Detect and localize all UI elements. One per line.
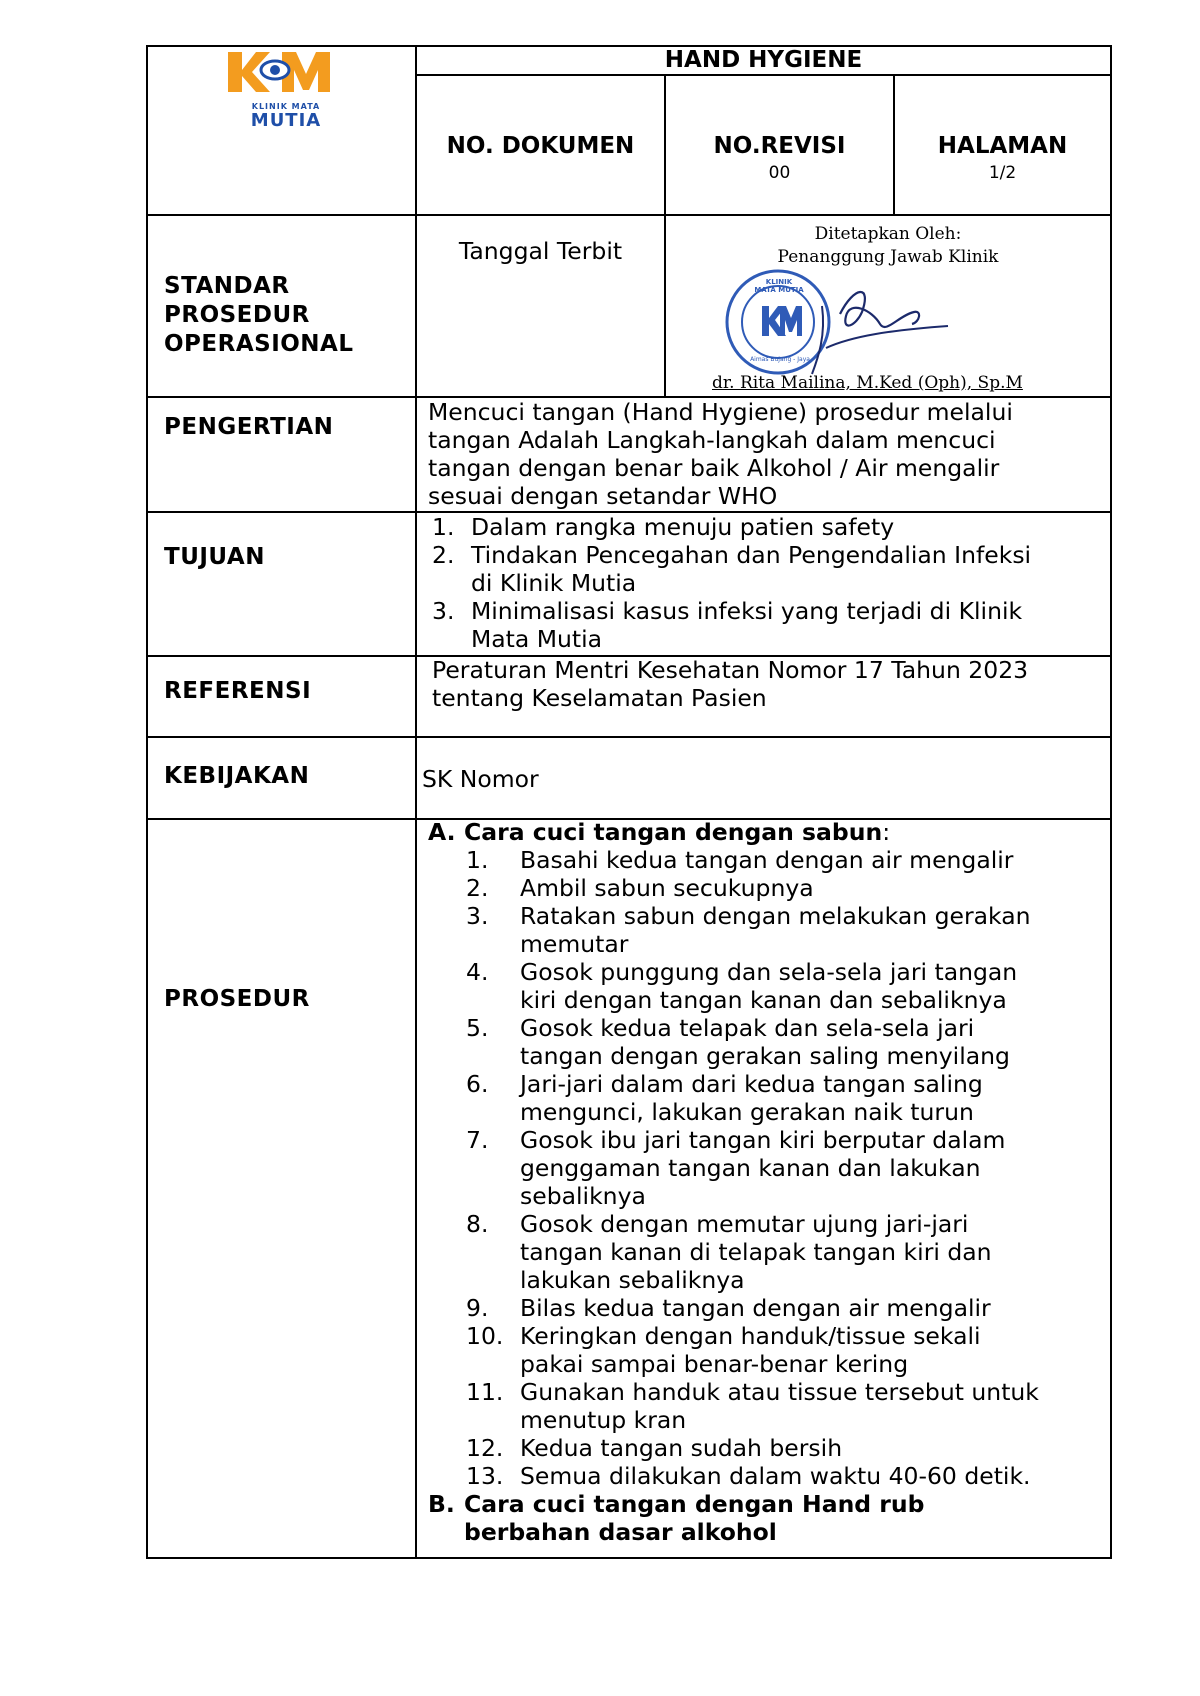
logo-name: MUTIA xyxy=(250,110,322,131)
prosedur-step-line: lakukan sebaliknya xyxy=(520,1266,745,1294)
no-dokumen-label: NO. DOKUMEN xyxy=(446,133,635,159)
prosedur-step-line: Bilas kedua tangan dengan air mengalir xyxy=(520,1294,991,1322)
prosedur-step-number: 10. xyxy=(466,1322,504,1350)
kebijakan-label: KEBIJAKAN xyxy=(164,763,310,789)
prosedur-step-line: Jari-jari dalam dari kedua tangan saling xyxy=(520,1070,983,1098)
approval-block xyxy=(666,216,1110,396)
tujuan-item xyxy=(432,597,1104,653)
section-b-letter: B. xyxy=(428,1490,455,1518)
sop-label-line2: PROSEDUR xyxy=(164,302,310,328)
section-a-title: Cara cuci tangan dengan sabun xyxy=(464,818,883,846)
table-border-left xyxy=(146,45,148,1559)
tujuan-label: TUJUAN xyxy=(164,544,265,570)
pengertian-text xyxy=(428,398,1108,510)
prosedur-step-number: 12. xyxy=(466,1434,504,1462)
ditetapkan-text: Ditetapkan Oleh: xyxy=(814,224,962,244)
section-b-line: berbahan dasar alkohol xyxy=(464,1518,777,1546)
tujuan-item-line: Mata Mutia xyxy=(471,625,603,653)
tujuan-item-line: Minimalisasi kasus infeksi yang terjadi di Klinik xyxy=(471,597,1023,625)
table-line-label-column xyxy=(415,45,417,1559)
stamp-bottom-text: Aimas Bujang - Jaya xyxy=(750,356,810,363)
pengertian-line: Mencuci tangan (Hand Hygiene) prosedur melalui xyxy=(428,398,1013,426)
prosedur-step-line: Semua dilakukan dalam waktu 40-60 detik. xyxy=(520,1462,1031,1490)
prosedur-step-number: 8. xyxy=(466,1210,489,1238)
prosedur-step-line: tangan dengan gerakan saling menyilang xyxy=(520,1042,1010,1070)
table-line-title-bottom xyxy=(416,74,1112,76)
prosedur-step-number: 4. xyxy=(466,958,489,986)
prosedur-step-number: 1. xyxy=(466,846,489,874)
prosedur-step-line: sebaliknya xyxy=(520,1182,646,1210)
tanggal-terbit-label: Tanggal Terbit xyxy=(458,237,623,265)
document-title: HAND HYGIENE xyxy=(664,47,863,73)
section-b-line: Cara cuci tangan dengan Hand rub xyxy=(464,1490,925,1518)
referensi-line: tentang Keselamatan Pasien xyxy=(432,684,767,712)
prosedur-step xyxy=(466,958,1104,1014)
prosedur-step-line: kiri dengan tangan kanan dan sebaliknya xyxy=(520,986,1007,1014)
pengertian-line: tangan Adalah Langkah-langkah dalam mencuci xyxy=(428,426,996,454)
referensi-text xyxy=(432,656,1108,712)
prosedur-step-line: pakai sampai benar-benar kering xyxy=(520,1350,909,1378)
section-a-colon: : xyxy=(882,818,891,846)
prosedur-step-line: mengunci, lakukan gerakan naik turun xyxy=(520,1098,974,1126)
pengertian-line: sesuai dengan setandar WHO xyxy=(428,482,778,510)
prosedur-step xyxy=(466,1462,1104,1490)
prosedur-step-line: Kedua tangan sudah bersih xyxy=(520,1434,843,1462)
prosedur-step xyxy=(466,1434,1104,1462)
prosedur-step-line: Gosok ibu jari tangan kiri berputar dalam xyxy=(520,1126,1006,1154)
penanggung-jawab-text: Penanggung Jawab Klinik xyxy=(777,247,999,267)
prosedur-step-number: 2. xyxy=(466,874,489,902)
section-b-heading xyxy=(428,1490,1104,1546)
tujuan-list xyxy=(432,513,1104,653)
prosedur-steps xyxy=(466,846,1104,1490)
halaman-label: HALAMAN xyxy=(937,133,1068,159)
pengertian-line: tangan dengan benar baik Alkohol / Air mengalir xyxy=(428,454,1000,482)
tujuan-item xyxy=(432,513,1104,541)
prosedur-step-number: 6. xyxy=(466,1070,489,1098)
prosedur-step-number: 3. xyxy=(466,902,489,930)
halaman-value: 1/2 xyxy=(988,163,1017,183)
prosedur-step xyxy=(466,1126,1104,1210)
tujuan-item-line: di Klinik Mutia xyxy=(471,569,637,597)
prosedur-step-line: Ratakan sabun dengan melakukan gerakan xyxy=(520,902,1031,930)
prosedur-step-line: memutar xyxy=(520,930,629,958)
no-revisi-label: NO.REVISI xyxy=(713,133,846,159)
prosedur-step xyxy=(466,1210,1104,1294)
prosedur-step-line: Keringkan dengan handuk/tissue sekali xyxy=(520,1322,981,1350)
pengertian-label: PENGERTIAN xyxy=(164,414,334,440)
prosedur-step-line: Gosok dengan memutar ujung jari-jari xyxy=(520,1210,969,1238)
stamp-text: KLINIK MATA MUTIA xyxy=(754,278,804,294)
prosedur-step-number: 11. xyxy=(466,1378,504,1406)
prosedur-label: PROSEDUR xyxy=(164,986,310,1012)
kebijakan-text: SK Nomor xyxy=(422,765,539,793)
prosedur-step-number: 5. xyxy=(466,1014,489,1042)
referensi-line: Peraturan Mentri Kesehatan Nomor 17 Tahun 2023 xyxy=(432,656,1029,684)
prosedur-step xyxy=(466,846,1104,874)
clinic-logo xyxy=(220,48,350,130)
section-a-heading xyxy=(428,818,1104,846)
prosedur-step-line: Gosok kedua telapak dan sela-sela jari xyxy=(520,1014,975,1042)
tujuan-item-number: 1. xyxy=(432,513,455,541)
prosedur-step-line: Gunakan handuk atau tissue tersebut untuk xyxy=(520,1378,1039,1406)
table-border-right xyxy=(1110,45,1112,1559)
table-border-bottom xyxy=(146,1557,1112,1559)
prosedur-step xyxy=(466,874,1104,902)
prosedur-step-line: Basahi kedua tangan dengan air mengalir xyxy=(520,846,1014,874)
prosedur-step xyxy=(466,1322,1104,1378)
prosedur-step xyxy=(466,1378,1104,1434)
tujuan-item-line: Dalam rangka menuju patien safety xyxy=(471,513,895,541)
section-a-letter: A. xyxy=(428,818,456,846)
tujuan-item xyxy=(432,541,1104,597)
prosedur-step-line: Ambil sabun secukupnya xyxy=(520,874,814,902)
tujuan-item-line: Tindakan Pencegahan dan Pengendalian Infeksi xyxy=(471,541,1032,569)
logo-subtitle: KLINIK MATA xyxy=(251,102,321,111)
prosedur-step-line: genggaman tangan kanan dan lakukan xyxy=(520,1154,981,1182)
signer-name: dr. Rita Mailina, M.Ked (Oph), Sp.M xyxy=(712,373,1023,393)
sop-label xyxy=(164,272,404,359)
prosedur-step-line: menutup kran xyxy=(520,1406,687,1434)
prosedur-step-number: 13. xyxy=(466,1462,504,1490)
prosedur-step-number: 9. xyxy=(466,1294,489,1322)
prosedur-content xyxy=(428,818,1104,1546)
prosedur-step xyxy=(466,1294,1104,1322)
no-revisi-value: 00 xyxy=(768,163,791,183)
prosedur-step-line: tangan kanan di telapak tangan kiri dan xyxy=(520,1238,992,1266)
table-line-referensi-bottom xyxy=(146,736,1112,738)
sop-label-line1: STANDAR xyxy=(164,273,290,299)
tujuan-item-number: 3. xyxy=(432,597,455,625)
prosedur-step xyxy=(466,1014,1104,1070)
prosedur-step xyxy=(466,902,1104,958)
prosedur-step xyxy=(466,1070,1104,1126)
prosedur-step-line: Gosok punggung dan sela-sela jari tangan xyxy=(520,958,1018,986)
referensi-label: REFERENSI xyxy=(164,678,312,704)
prosedur-step-number: 7. xyxy=(466,1126,489,1154)
tujuan-item-number: 2. xyxy=(432,541,455,569)
sop-label-line3: OPERASIONAL xyxy=(164,331,354,357)
